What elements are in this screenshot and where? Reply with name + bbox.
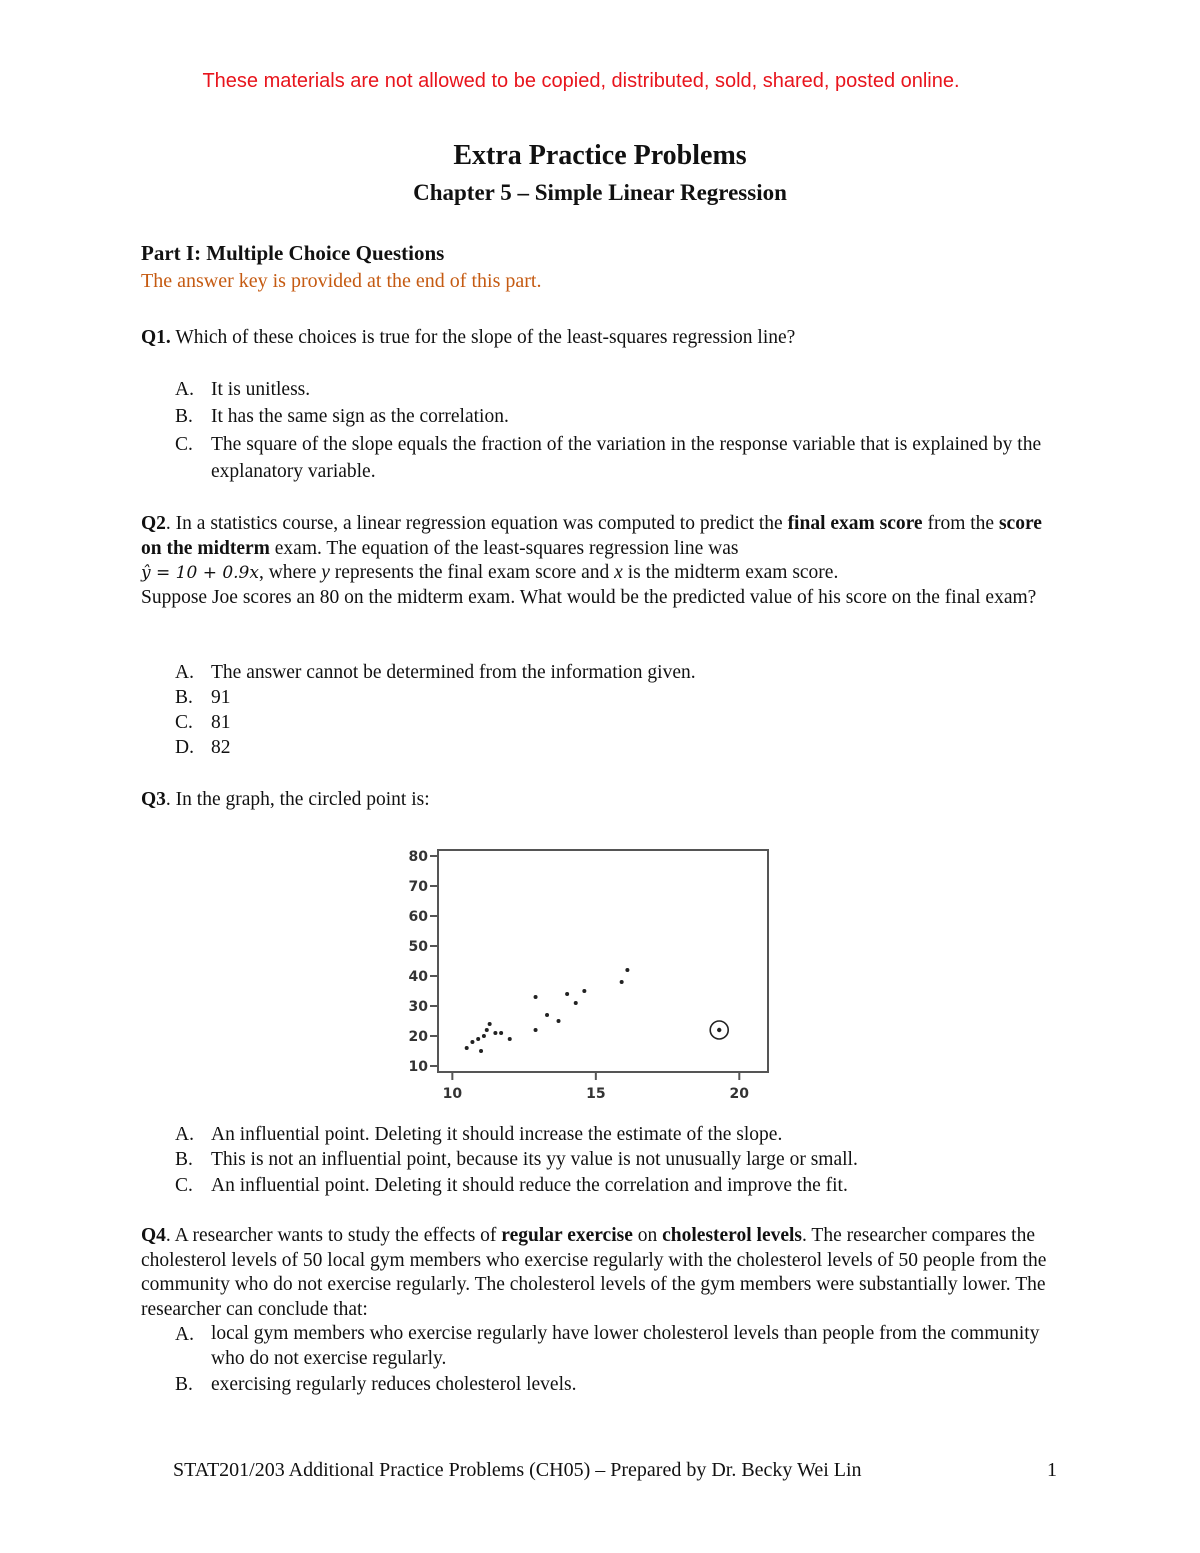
option-text: The answer cannot be determined from the information given. [211,662,696,683]
scatter-plot [380,840,780,1110]
q2-var-x: x [614,562,623,583]
option-text: 82 [211,737,231,758]
q4-bold-exercise: regular exercise [501,1225,633,1246]
data-point [545,1013,549,1017]
data-point [485,1028,489,1032]
option-letter: C. [175,1175,193,1196]
x-axis [443,1072,750,1102]
q4-text: . The researcher compares the cholesterol levels of 50 local gym members who exercise regularly with the cholesterol levels of 50 people from the community who do not exercise regularly. The cholesterol levels of the gym members were substantially lower. The researcher can conclude that: [141,1225,1047,1320]
data-point [565,992,569,996]
q4-text: on [632,1225,663,1246]
option-letter: B. [175,406,193,427]
data-point [625,968,629,972]
option-letter: A. [175,662,194,683]
chapter-subtitle: Chapter 5 – Simple Linear Regression [413,180,787,205]
q2-option-d [0,734,1200,764]
q2-equation: ŷ = 10 + 0.9x [141,563,259,583]
data-point [465,1046,469,1050]
data-point [557,1019,561,1023]
option-text: The square of the slope equals the fraction of the variation in the response variable that is explained by the explanatory variable. [211,434,1042,482]
y-tick-label: 70 [408,879,428,895]
q2-text: is the midterm exam score. [622,562,839,583]
q4-text: . A researcher wants to study the effects of [165,1225,502,1246]
q1-option-b [0,403,1200,433]
q3-label: Q3 [141,789,166,810]
x-tick-label: 15 [586,1086,606,1102]
data-point [582,989,586,993]
q1-stem [141,326,1061,351]
option-text: It is unitless. [211,379,311,400]
y-tick-label: 30 [408,999,428,1015]
q4-stem [141,1224,1061,1322]
option-letter: D. [175,737,194,758]
q3-stem [141,788,1061,813]
page-number: 1 [1047,1459,1057,1481]
q2-bold-midterm: score on the midterm [141,513,1042,559]
option-text: 81 [211,712,231,733]
q3-option-c [0,1172,1200,1202]
q1-text: Which of these choices is true for the slope of the least-squares regression line? [170,327,796,348]
option-letter: B. [175,1149,193,1170]
answer-key-note: The answer key is provided at the end of this part. [141,270,542,292]
option-letter: C. [175,434,193,455]
y-tick-label: 40 [408,969,428,985]
q3-text: . In the graph, the circled point is: [165,789,430,810]
data-point [574,1001,578,1005]
footer-text: STAT201/203 Additional Practice Problems (CH05) – Prepared by Dr. Becky Wei Lin [173,1459,862,1481]
option-text: exercising regularly reduces cholesterol levels. [211,1374,577,1395]
data-point [534,995,538,999]
option-letter: A. [175,1324,194,1345]
q1-option-c [0,431,1200,491]
q2-text: exam. The equation of the least-squares regression line was [269,537,739,559]
q2-text: . In a statistics course, a linear regression equation was computed to predict the [165,513,788,534]
data-point [476,1037,480,1041]
option-text: An influential point. Deleting it should increase the estimate of the slope. [211,1124,783,1145]
q2-text: represents the final exam score and [329,562,615,583]
copyright-notice: These materials are not allowed to be copied, distributed, sold, shared, posted online. [202,70,960,92]
option-letter: C. [175,712,193,733]
q2-text: , where [258,562,322,583]
data-point [534,1028,538,1032]
option-letter: A. [175,1124,194,1145]
y-tick-label: 10 [408,1059,428,1075]
option-letter: A. [175,379,194,400]
data-point [499,1031,503,1035]
option-text: This is not an influential point, because its yy value is not unusually large or small. [211,1149,858,1170]
q4-option-a [0,1321,1200,1371]
y-tick-label: 60 [408,909,428,925]
q2-stem [141,512,1061,610]
y-tick-label: 20 [408,1029,428,1045]
data-point [508,1037,512,1041]
data-point [470,1040,474,1044]
data-point [482,1034,486,1038]
q4-option-b [0,1371,1200,1401]
q1-option-a [0,376,1200,406]
option-letter: B. [175,1374,193,1395]
data-point [620,980,624,984]
x-tick-label: 20 [729,1086,750,1102]
q2-label: Q2 [141,513,166,534]
q2-var-y: y [321,562,330,583]
q1-label: Q1. [141,327,171,348]
page-title: Extra Practice Problems [453,140,747,171]
y-axis [409,849,438,1075]
option-text: local gym members who exercise regularly have lower cholesterol levels than people from the community who do not exercise regularly. [211,1323,1040,1369]
q2-question: Suppose Joe scores an 80 on the midterm exam. What would be the predicted value of his score on the final exam? [141,586,1037,608]
data-point [493,1031,497,1035]
q2-text: from the [922,513,999,534]
option-text: It has the same sign as the correlation. [211,406,509,427]
data-point [717,1028,721,1032]
y-tick-label: 50 [408,939,428,955]
q4-bold-cholesterol: cholesterol levels [662,1225,803,1246]
data-point [488,1022,492,1026]
x-tick-label: 10 [442,1086,463,1102]
part-heading: Part I: Multiple Choice Questions [141,241,445,265]
option-letter: B. [175,687,193,708]
option-text: An influential point. Deleting it should reduce the correlation and improve the fit. [211,1175,848,1196]
q2-bold-final-exam: final exam score [787,513,923,534]
data-point [479,1049,483,1053]
y-tick-label: 80 [408,849,428,865]
q4-label: Q4 [141,1225,166,1246]
option-text: 91 [211,687,231,708]
